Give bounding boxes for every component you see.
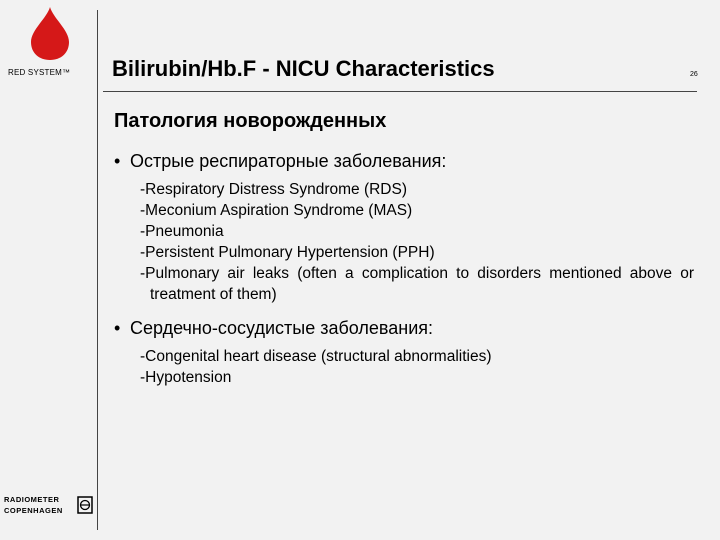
sub-list [140,179,694,305]
list-item: -Hypotension [140,369,232,386]
list-item: -Pulmonary air leaks (often a complication to disorders mentioned above or treatment of them) [140,265,694,303]
bullet-group-cardiovascular [114,317,694,388]
radiometer-mark-icon [77,496,93,514]
logo-text [4,494,63,516]
list-item: -Pneumonia [140,223,224,240]
slide-subtitle: Патология новорожденных [114,110,387,132]
radiometer-logo [4,494,94,516]
logo-line-1: RADIOMETER [4,495,60,504]
blood-drop-icon [28,6,72,62]
logo-line-2: COPENHAGEN [4,506,63,515]
header-divider [103,91,697,92]
slide-content [114,150,694,388]
list-item: -Meconium Aspiration Syndrome (MAS) [140,202,413,219]
vertical-divider [97,10,98,530]
bullet-group-respiratory [114,150,694,305]
bullet-heading [114,150,694,172]
bullet-heading-text: Острые респираторные заболевания: [130,151,447,171]
bullet-dot-icon: • [114,318,121,338]
bullet-heading [114,317,694,339]
brand-name: RED SYSTEM™ [8,68,71,77]
list-item: -Persistent Pulmonary Hypertension (PPH) [140,244,435,261]
slide-title: Bilirubin/Hb.F - NICU Characteristics [112,56,495,81]
list-item: -Congenital heart disease (structural abnormalities) [140,348,492,365]
list-item: -Respiratory Distress Syndrome (RDS) [140,181,407,198]
page-number: 26 [690,71,698,78]
bullet-heading-text: Сердечно-сосудистые заболевания: [130,318,434,338]
sub-list [140,346,694,388]
bullet-dot-icon: • [114,151,121,171]
